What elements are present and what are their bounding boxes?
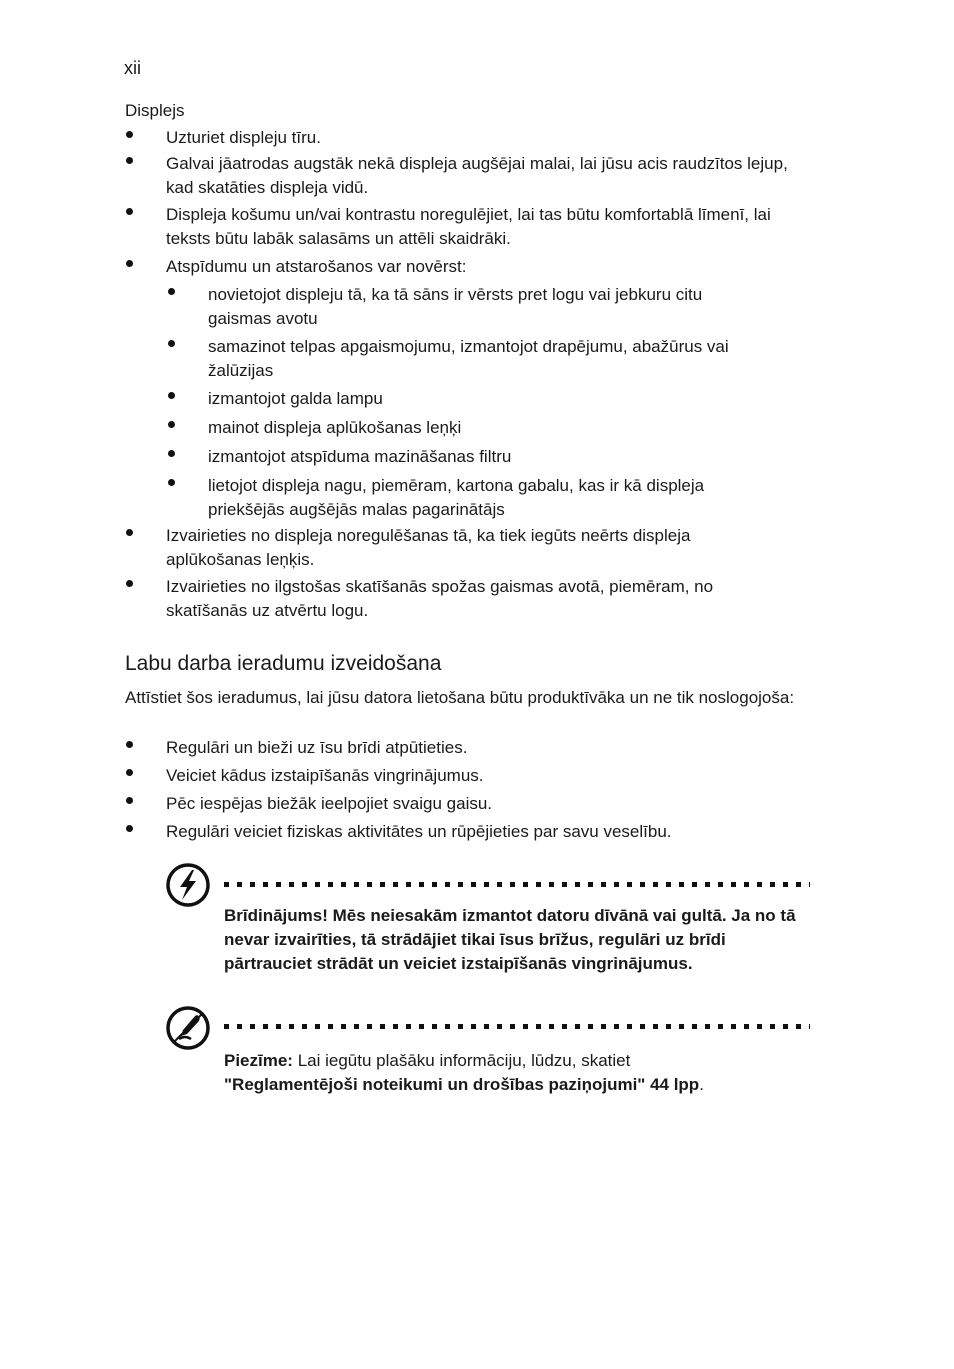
sublist-item: mainot displeja aplūkošanas leņķi [208,418,462,437]
list-item: Galvai jāatrodas augstāk nekā displeja augšējai malai, lai jūsu acis raudzītos lejup, kad skatāties displeja vidū. [166,154,788,197]
warning-lightning-icon [165,862,211,908]
sublist-item: novietojot displeju tā, ka tā sāns ir vērsts pret logu vai jebkuru citu gaismas avotu [208,285,703,328]
bullet [168,421,175,428]
bullet [168,450,175,457]
note-end: . [699,1075,704,1094]
bullet [126,769,133,776]
bullet [126,131,133,138]
sublist-item: izmantojot galda lampu [208,389,383,408]
list-item: Atspīdumu un atstarošanos var novērst: [166,257,467,276]
list-item: Veiciet kādus izstaipīšanās vingrinājumus. [166,766,484,785]
warning-text: Brīdinājums! Mēs neiesakām izmantot datoru dīvānā vai gultā. Ja no tā nevar izvairīties, tā strādājiet tikai īsus brīžus, regulāri uz brīdi pārtrauciet strādāt un veiciet izstaipīšanās vingrinājumus. [224,906,796,973]
bullet [126,157,133,164]
bullet [168,340,175,347]
list-item: Regulāri veiciet fiziskas aktivitātes un rūpējieties par savu veselību. [166,822,672,841]
list-item: Uzturiet displeju tīru. [166,128,321,147]
bullet [126,580,133,587]
display-section-title: Displejs [125,101,185,120]
list-item: Pēc iespējas biežāk ieelpojiet svaigu gaisu. [166,794,493,813]
list-item: Regulāri un bieži uz īsu brīdi atpūtieties. [166,738,468,757]
section-heading: Labu darba ieradumu izveidošana [125,652,442,675]
note-pen-icon [165,1005,211,1051]
list-item: Displeja košumu un/vai kontrastu noregulējiet, lai tas būtu komfortablā līmenī, lai teksts būtu labāk salasāms un attēli skaidrāki. [166,205,771,248]
callout-divider [224,1024,810,1029]
sublist-item: lietojot displeja nagu, piemēram, kartona gabalu, kas ir kā displeja priekšējās augšējās malas pagarinātājs [208,476,705,519]
sublist-item: izmantojot atspīduma mazināšanas filtru [208,447,512,466]
section-intro: Attīstiet šos ieradumus, lai jūsu datora lietošana būtu produktīvāka un ne tik noslogojoša: [125,688,795,707]
page-number: xii [124,58,141,78]
list-item: Izvairieties no ilgstošas skatīšanās spožas gaismas avotā, piemēram, no skatīšanās uz atvērtu logu. [166,577,714,620]
note-text [224,1049,814,1097]
bullet [168,479,175,486]
bullet [126,529,133,536]
callout-divider [224,882,810,887]
bullet [168,392,175,399]
bullet [168,288,175,295]
bullet [126,260,133,267]
bullet [126,208,133,215]
bullet [126,825,133,832]
note-reference-link[interactable]: "Reglamentējoši noteikumi un drošības paziņojumi" 44 lpp [224,1075,700,1094]
note-body: Lai iegūtu plašāku informāciju, lūdzu, skatiet [292,1051,631,1070]
bullet [126,797,133,804]
sublist-item: samazinot telpas apgaismojumu, izmantojot drapējumu, abažūrus vai žalūzijas [208,337,729,380]
note-label: Piezīme: [224,1051,293,1070]
bullet [126,741,133,748]
list-item: Izvairieties no displeja noregulēšanas tā, ka tiek iegūts neērts displeja aplūkošanas leņķis. [166,526,691,569]
